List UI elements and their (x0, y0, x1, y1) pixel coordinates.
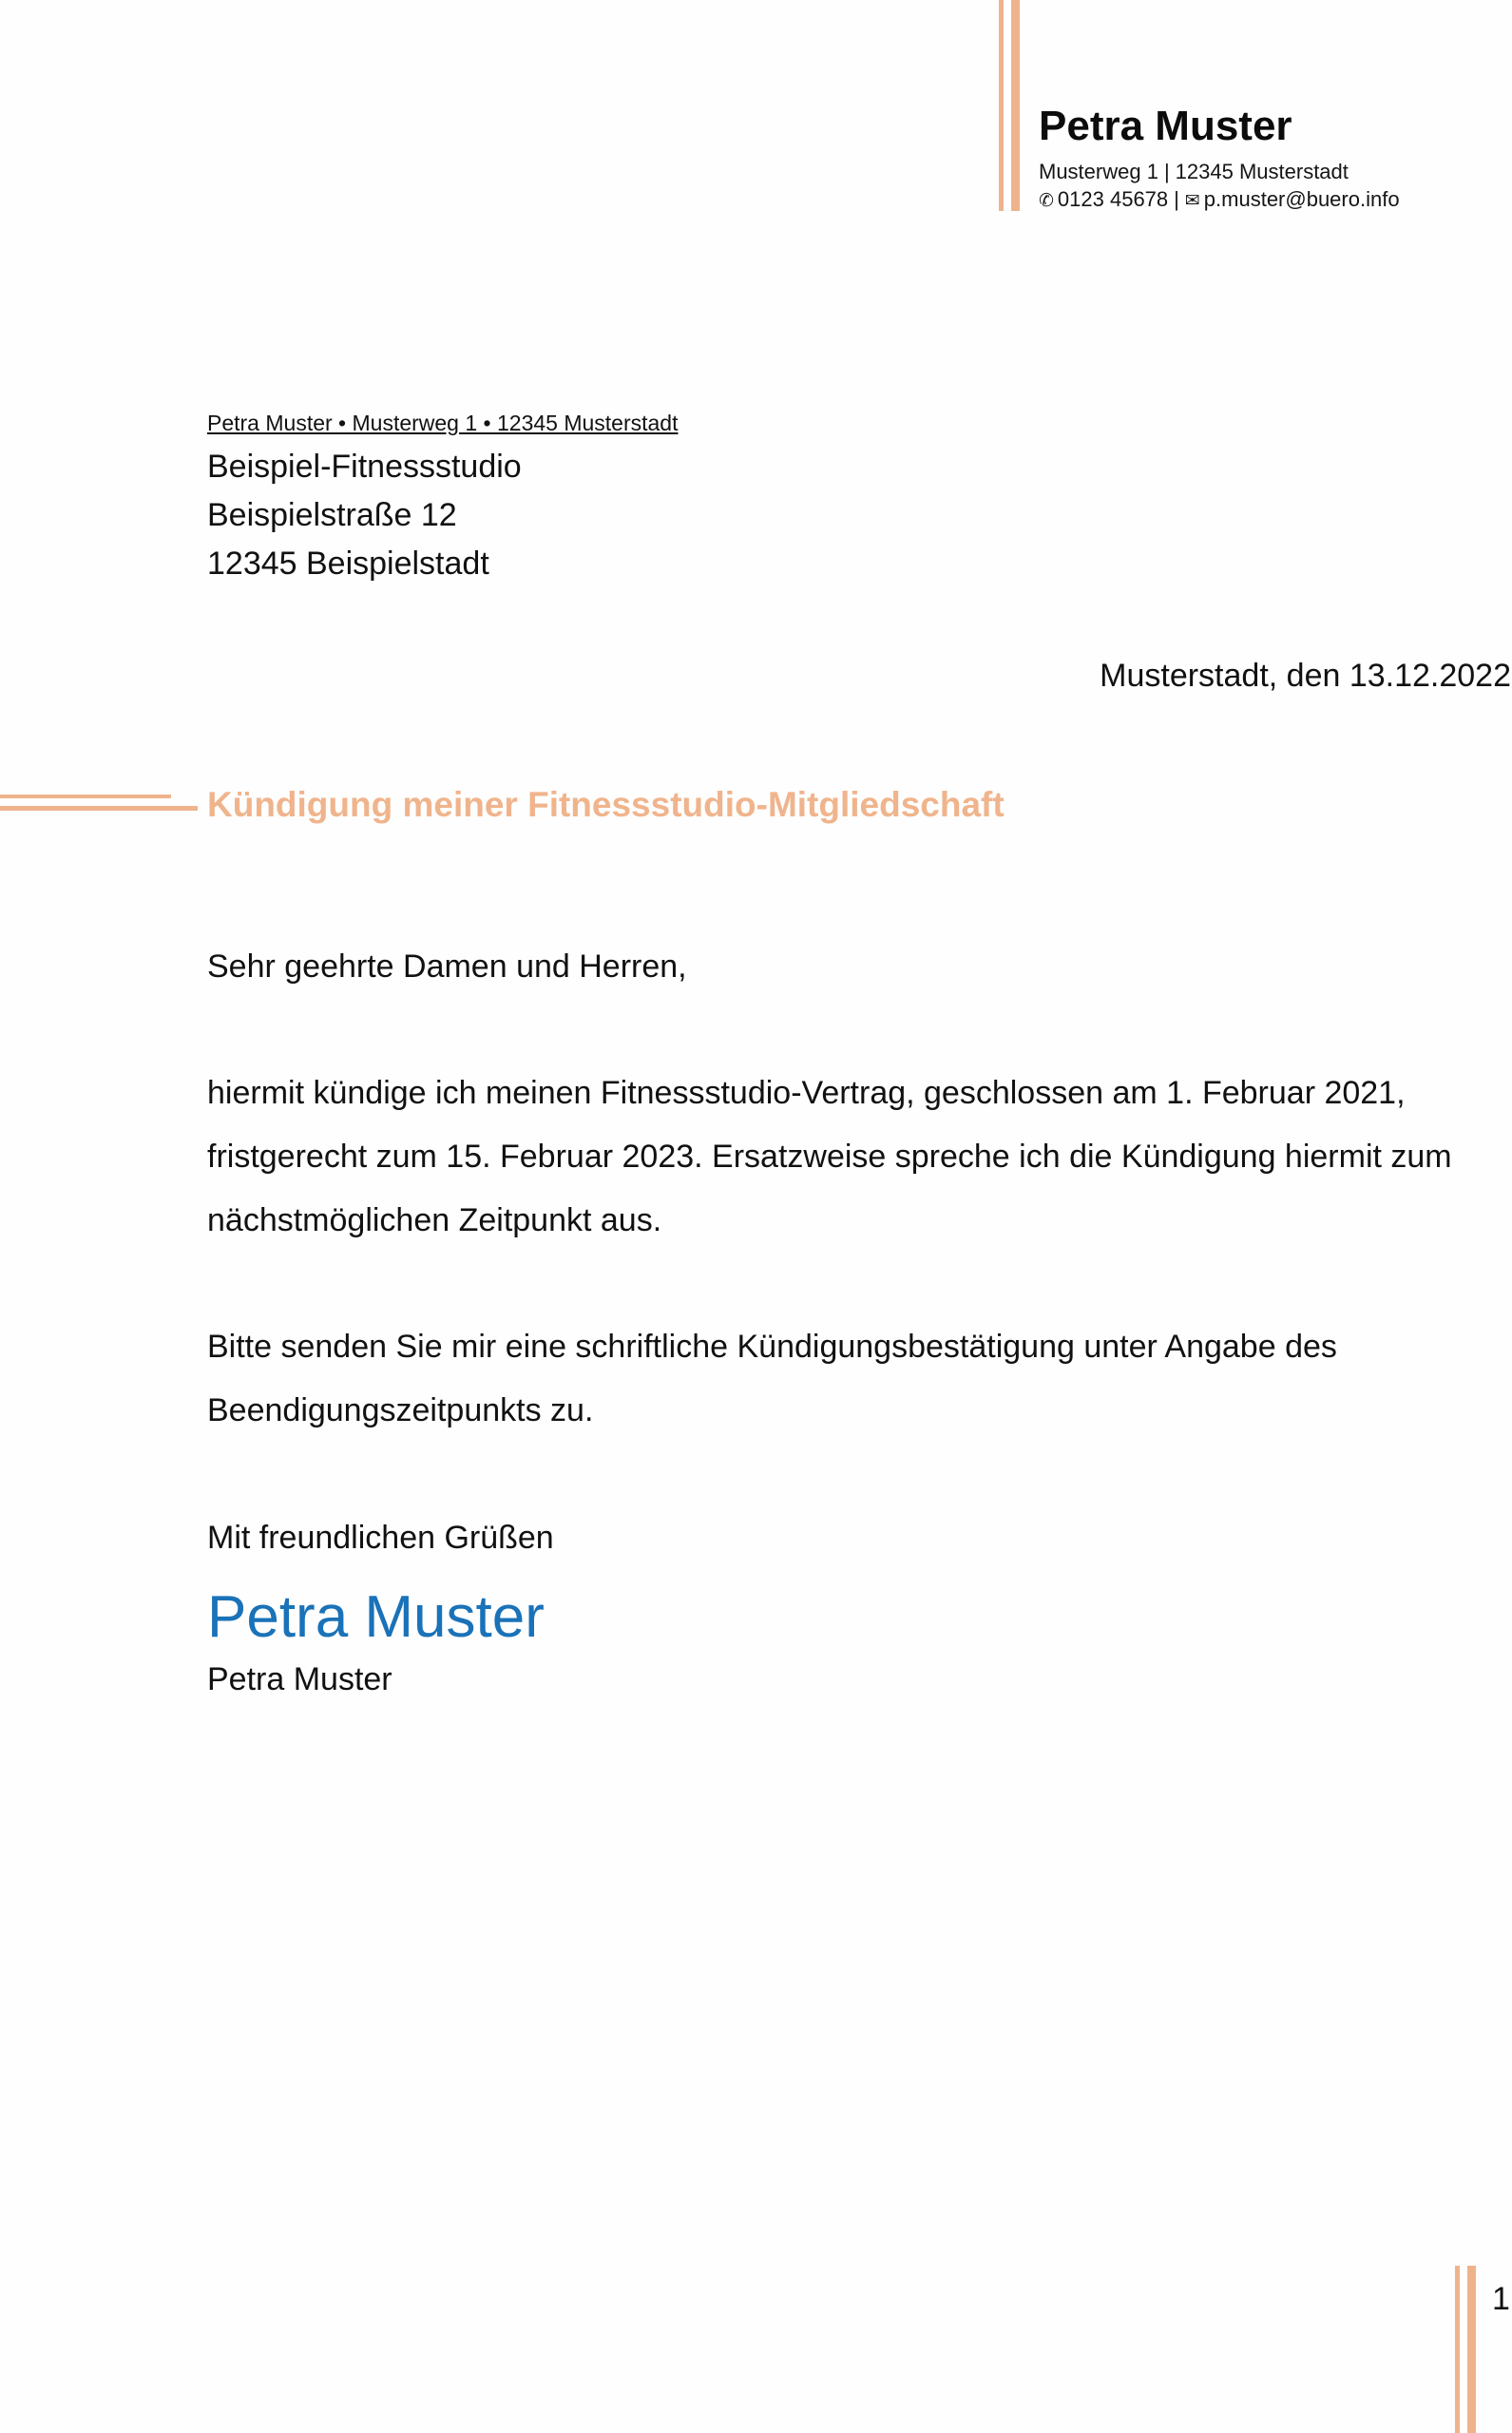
closing: Mit freundlichen Grüßen (207, 1520, 554, 1556)
envelope-icon: ✉ (1184, 191, 1200, 211)
paragraph-1-line-2: fristgerecht zum 15. Februar 2023. Ersatzweise spreche ich die Kündigung hiermit zum (207, 1139, 1452, 1175)
sender-contact (1039, 187, 1400, 212)
signer-name: Petra Muster (207, 1661, 392, 1697)
footer-accent-bar-thick (1467, 2266, 1476, 2433)
subject-accent-line-bottom (0, 806, 198, 811)
sender-name: Petra Muster (1039, 103, 1292, 149)
footer-accent-bar-thin (1455, 2266, 1460, 2433)
sender-street: Musterweg 1 (1039, 160, 1158, 183)
recipient-city: 12345 Beispielstadt (207, 546, 489, 582)
paragraph-1-line-1: hiermit kündige ich meinen Fitnessstudio-Vertrag, geschlossen am 1. Februar 2021, (207, 1075, 1406, 1111)
letter-date: Musterstadt, den 13.12.2022 (1100, 658, 1511, 694)
recipient-street: Beispielstraße 12 (207, 497, 457, 533)
recipient-company: Beispiel-Fitnessstudio (207, 449, 522, 485)
sender-email[interactable]: p.muster@buero.info (1203, 187, 1400, 211)
paragraph-2-line-1: Bitte senden Sie mir eine schriftliche Kündigungsbestätigung unter Angabe des (207, 1329, 1337, 1365)
subject-accent-line-top (0, 795, 171, 798)
separator: | (1163, 160, 1170, 183)
signature: Petra Muster (207, 1584, 545, 1650)
salutation: Sehr geehrte Damen und Herren, (207, 948, 687, 985)
header-accent-bar-thick (1011, 0, 1020, 211)
page-number: 1 (1492, 2281, 1510, 2317)
footer-accent-bars (1455, 2266, 1476, 2433)
paragraph-1-line-3: nächstmöglichen Zeitpunkt aus. (207, 1202, 662, 1238)
subject-heading: Kündigung meiner Fitnessstudio-Mitgliedschaft (207, 785, 1005, 824)
phone-icon: ✆ (1039, 191, 1054, 211)
paragraph-2-line-2: Beendigungszeitpunkts zu. (207, 1392, 594, 1428)
sender-address (1039, 160, 1349, 184)
subject-accent-lines (0, 795, 198, 814)
header-accent-bar-thin (999, 0, 1004, 211)
separator: | (1174, 187, 1179, 211)
sender-phone: 0123 45678 (1057, 187, 1169, 211)
header-accent-bars (999, 0, 1020, 211)
return-address: Petra Muster • Musterweg 1 • 12345 Musterstadt (207, 411, 679, 435)
sender-city: 12345 Musterstadt (1175, 160, 1349, 183)
